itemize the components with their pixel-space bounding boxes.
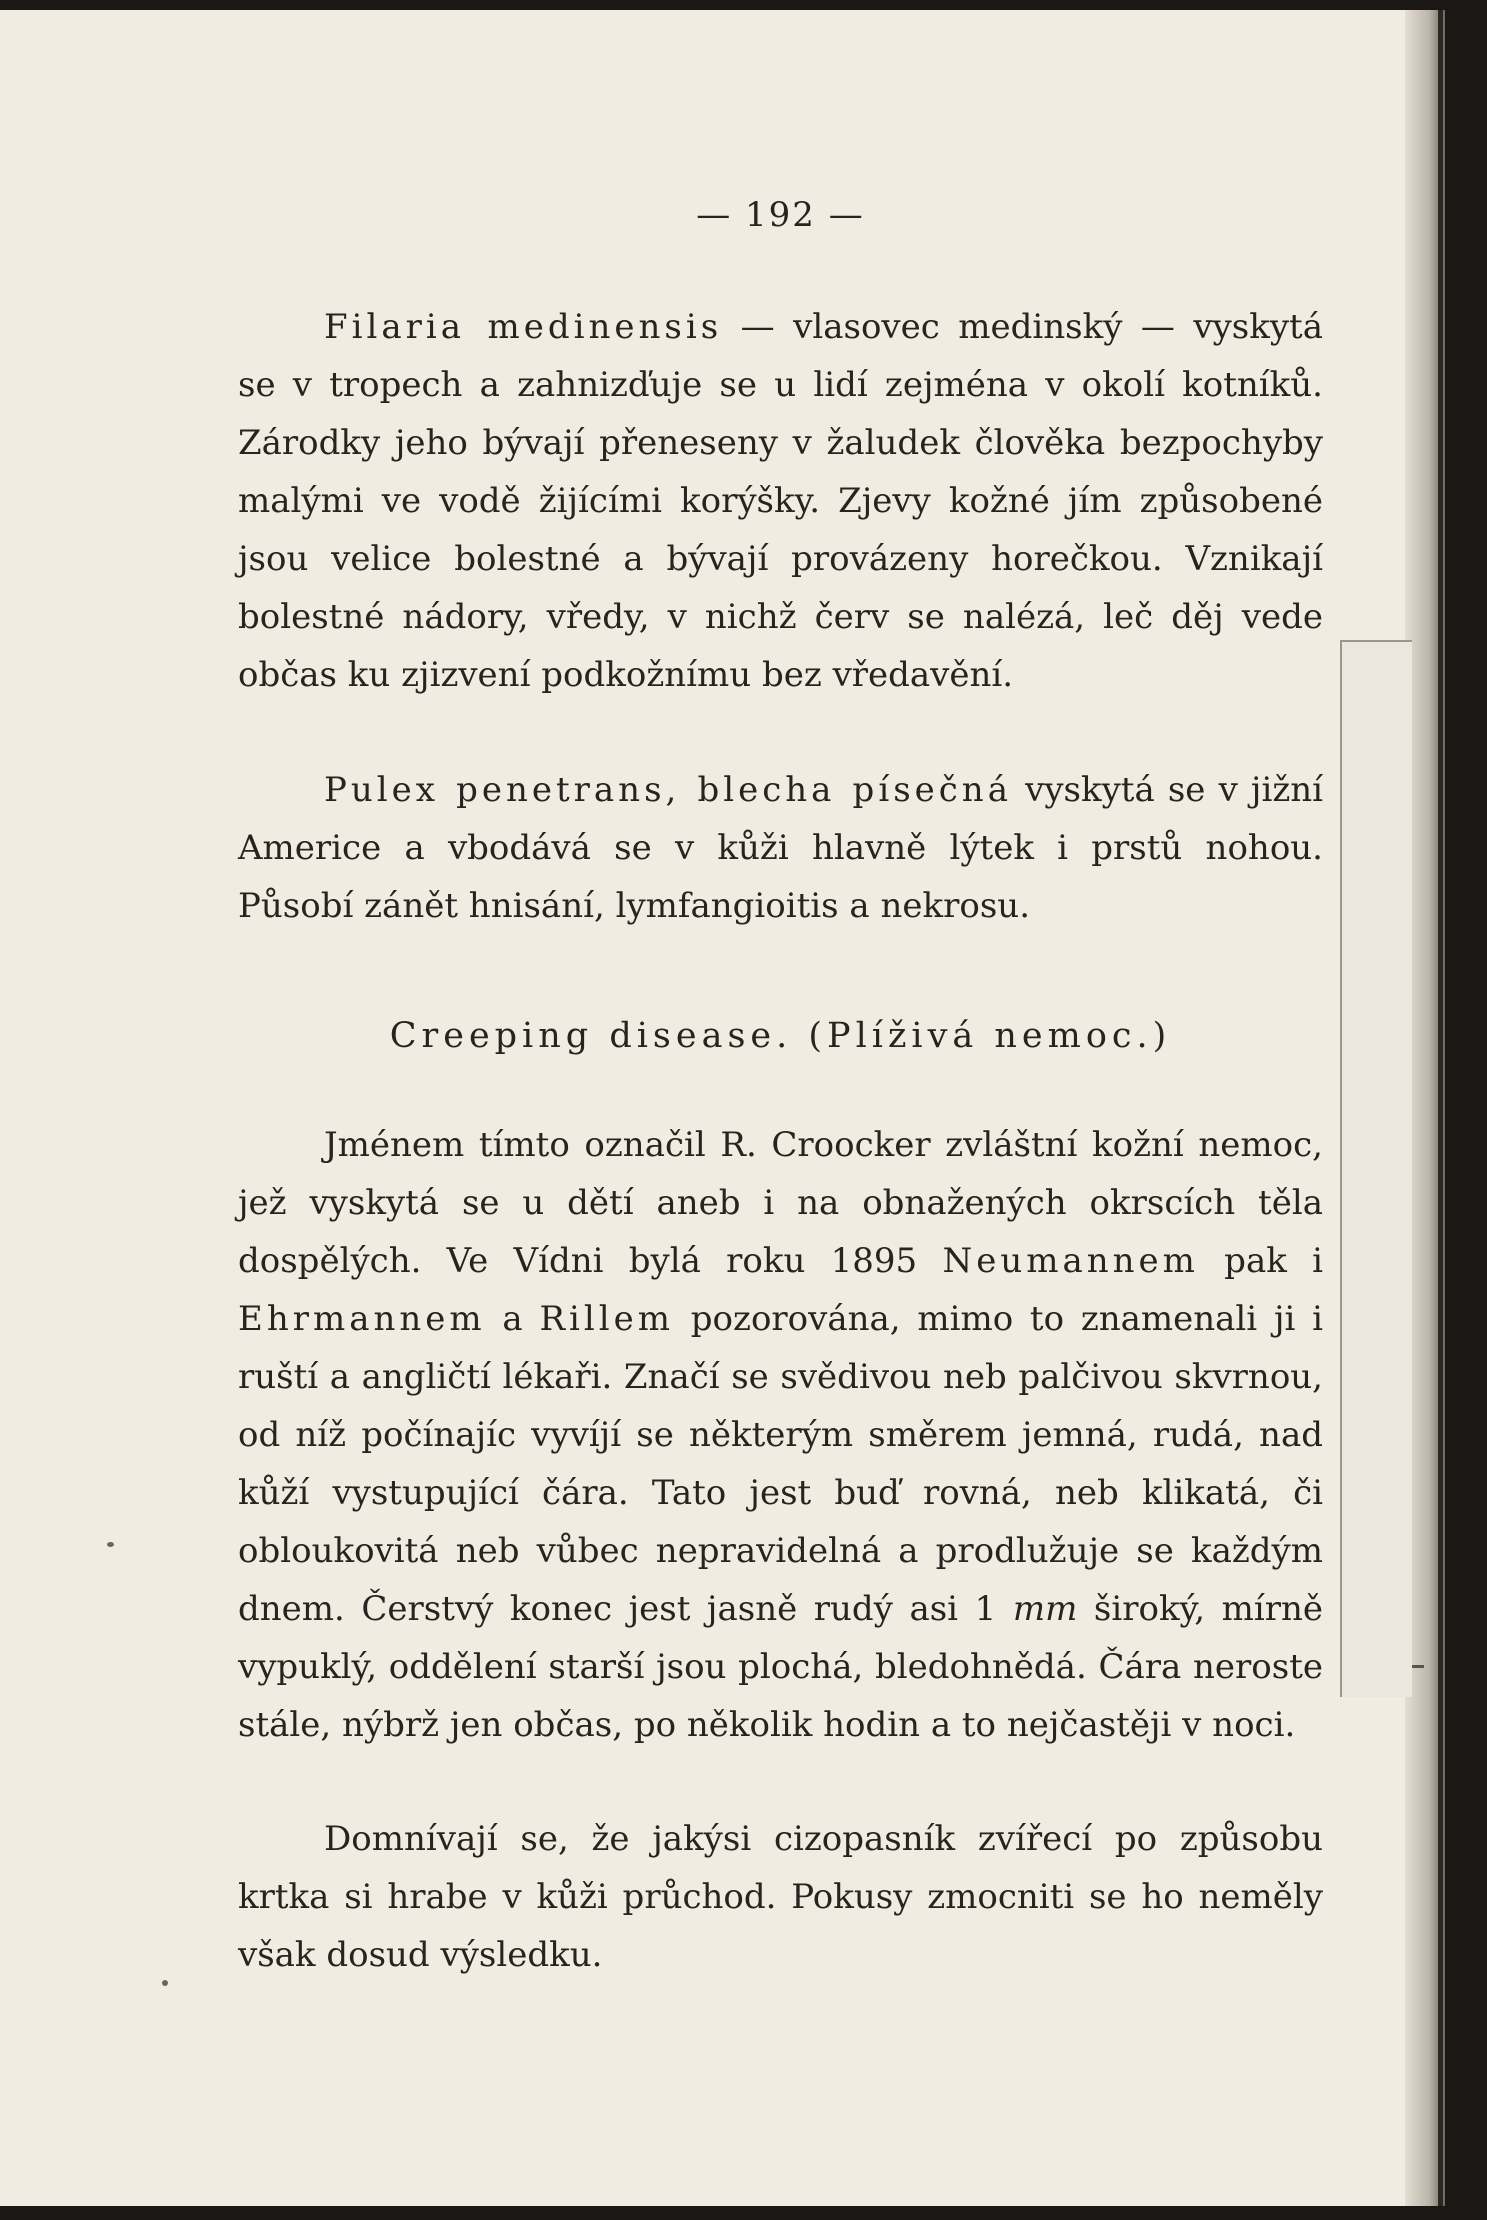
creeping-text-3: a [485,1299,540,1339]
inserted-slip [1340,640,1412,1697]
section-heading: Creeping disease. (Plíživá nemoc.) [389,1016,1172,1056]
speck [107,1542,114,1547]
creeping-text-4: pozorována, mimo to znamenali ji i ruští a angličtí lékaři. Značí se svědivou neb palčivou skvrnou, od níž počínajíc vyvíjí se některým směrem jemná, rudá, nad kůží vystupující čára. Tato jest buď rovná, neb klikatá, či obloukovitá neb vůbec nepravidelná a prodlužuje se každým dnem. Čerstvý konec jest jasně rudý asi 1 [238,1299,1323,1629]
paragraph-pulex-text: vyskytá se v jižní Americe a vbodává se v kůži hlavně lýtek i prstů nohou. Působí zánět hnisání, lymfangioitis a nekrosu. [238,770,1324,926]
name-rille: Rillem [539,1299,675,1339]
book-page [0,10,1445,2206]
creeping-text-1: Jménem tímto označil R. Croocker zvláštní kožní nemoc, jež vyskytá se u dětí aneb i na obnažených okrscích těla dospělých. Ve Vídni bylá roku 1895 [238,1125,1323,1281]
speck [162,1980,168,1986]
term-filaria: Filaria medinensis [324,307,723,347]
paragraph-filaria-text: — vlasovec medinský — vyskytá se v tropech a zahnizďuje se u lidí zejména v okolí kotníků. Zárodky jeho bývají přeneseny v žaludek člověka bezpochyby malými ve vodě žijícími korýšky. Zjevy kožné jím způsobené jsou velice bolestné a bývají provázeny horečkou. Vznikají bolestné nádory, vředy, v nichž červ se nalézá, leč děj vede občas ku zjizvení podkožnímu bez vředavění. [238,307,1323,695]
paragraph-pulex [238,761,1323,935]
name-neumann: Neumannem [942,1241,1199,1281]
page-edge-line [1438,10,1443,2206]
paragraph-last: Domnívají se, že jakýsi cizopasník zvířecí po způsobu krtka si hrabe v kůži průchod. Pokusy zmocniti se ho neměly však dosud výsledku. [238,1819,1323,1975]
creeping-text-2: pak i [1198,1241,1323,1281]
name-ehrmann: Ehrmannem [238,1299,486,1339]
paragraph-filaria [238,298,1323,704]
term-pulex: Pulex penetrans, blecha písečná [324,770,1012,810]
page-number: — 192 — [696,195,865,235]
unit-mm: mm [1012,1589,1078,1629]
creeping-text-5: široký, mírně vypuklý, oddělení starší jsou plochá, bledohnědá. Čára neroste stále, nýbrž jen občas, po několik hodin a to nejčastěji v noci. [238,1589,1323,1745]
paragraph-creeping [238,1116,1323,1754]
